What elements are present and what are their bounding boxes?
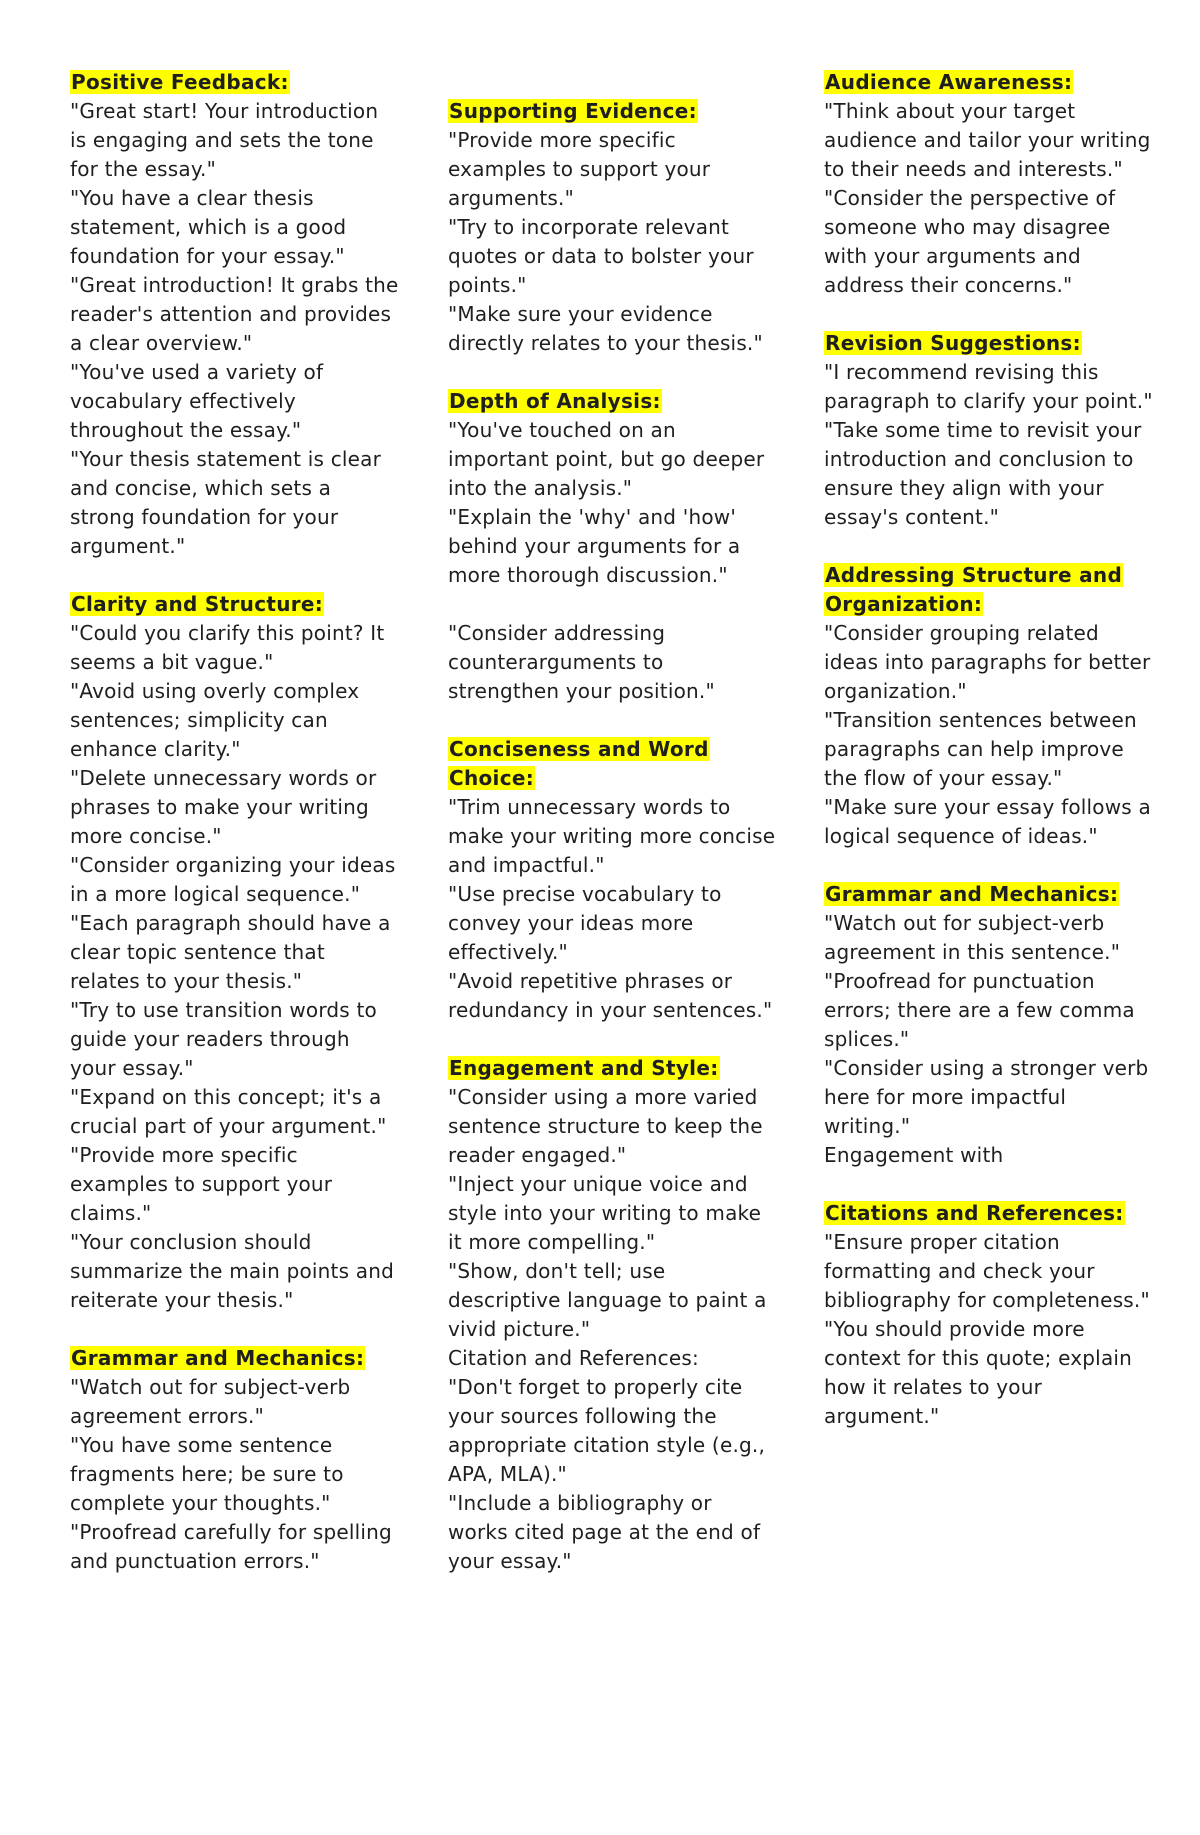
section-heading-text: Grammar and Mechanics: — [71, 1346, 365, 1370]
feedback-item: "Proofread for punctuation errors; there are a few comma splices." — [824, 969, 1135, 1051]
feedback-item: "You have a clear thesis statement, which is a good foundation for your essay." — [70, 186, 347, 268]
section-heading-text: Audience Awareness: — [825, 70, 1073, 94]
section-heading — [70, 590, 400, 619]
feedback-item: "Avoid using overly complex sentences; simplicity can enhance clarity." — [70, 679, 360, 761]
feedback-item: "Try to incorporate relevant quotes or data to bolster your points." — [448, 215, 754, 297]
feedback-item: "Consider using a stronger verb here for more impactful writing." — [824, 1056, 1149, 1138]
section-audience-awareness — [824, 68, 1154, 300]
section-heading — [448, 1054, 778, 1083]
feedback-item: "Think about your target audience and tailor your writing to their needs and interests." — [824, 99, 1151, 181]
feedback-item: "Make sure your essay follows a logical sequence of ideas." — [824, 795, 1151, 848]
feedback-item: "Each paragraph should have a clear topic sentence that relates to your thesis." — [70, 911, 391, 993]
feedback-item: "Your conclusion should summarize the main points and reiterate your thesis." — [70, 1230, 394, 1312]
section-heading — [824, 329, 1154, 358]
section-grammar-mechanics-2 — [824, 880, 1154, 1170]
section-structure-organization — [824, 561, 1154, 851]
feedback-item: "Could you clarify this point? It seems a bit vague." — [70, 621, 385, 674]
section-heading-text: Revision Suggestions: — [825, 331, 1081, 355]
feedback-item: "Great introduction! It grabs the reader's attention and provides a clear overview." — [70, 273, 399, 355]
section-heading-text: Clarity and Structure: — [71, 592, 324, 616]
section-heading-text: Depth of Analysis: — [449, 389, 661, 413]
feedback-item: "Provide more specific examples to support your arguments." — [448, 128, 711, 210]
section-grammar-mechanics — [70, 1344, 400, 1576]
section-depth-analysis — [448, 387, 778, 706]
feedback-item: "Expand on this concept; it's a crucial part of your argument." — [70, 1085, 387, 1138]
feedback-item: "Show, don't tell; use descriptive language to paint a vivid picture." — [448, 1259, 767, 1341]
feedback-item: Citation and References: — [448, 1346, 699, 1370]
feedback-item: "Your thesis statement is clear and concise, which sets a strong foundation for your argument." — [70, 447, 382, 558]
column-left — [70, 68, 400, 1605]
section-heading — [824, 880, 1154, 909]
feedback-item: "Transition sentences between paragraphs can help improve the flow of your essay." — [824, 708, 1137, 790]
section-conciseness-word-choice — [448, 735, 778, 1025]
column-right — [824, 68, 1154, 1460]
feedback-item: "Don't forget to properly cite your sources following the appropriate citation style (e.g., APA, MLA)." — [448, 1375, 766, 1486]
section-engagement-style — [448, 1054, 778, 1576]
feedback-item: "Take some time to revisit your introduction and conclusion to ensure they align with your essay's content." — [824, 418, 1142, 529]
feedback-item: "Delete unnecessary words or phrases to make your writing more concise." — [70, 766, 377, 848]
feedback-item: "Consider the perspective of someone who may disagree with your arguments and address their concerns." — [824, 186, 1116, 297]
feedback-item: "Proofread carefully for spelling and punctuation errors." — [70, 1520, 392, 1573]
section-supporting-evidence — [448, 97, 778, 358]
section-heading — [824, 561, 1154, 619]
feedback-item: "Watch out for subject-verb agreement errors." — [70, 1375, 351, 1428]
section-heading-text: Citations and References: — [825, 1201, 1124, 1225]
section-heading-text: Positive Feedback: — [71, 70, 289, 94]
feedback-item: "Consider addressing counterarguments to strengthen your position." — [448, 621, 715, 703]
feedback-item: "Make sure your evidence directly relates to your thesis." — [448, 302, 763, 355]
section-heading — [448, 97, 778, 126]
feedback-item: "Consider organizing your ideas in a more logical sequence." — [70, 853, 396, 906]
feedback-item: "You've used a variety of vocabulary effectively throughout the essay." — [70, 360, 324, 442]
feedback-item: "You should provide more context for this quote; explain how it relates to your argument." — [824, 1317, 1133, 1428]
section-heading-text: Engagement and Style: — [449, 1056, 719, 1080]
section-heading — [448, 735, 778, 793]
section-heading-text: Grammar and Mechanics: — [825, 882, 1119, 906]
section-heading — [70, 68, 400, 97]
feedback-item: "Ensure proper citation formatting and check your bibliography for completeness." — [824, 1230, 1150, 1312]
feedback-item: "Trim unnecessary words to make your writing more concise and impactful." — [448, 795, 776, 877]
section-citations-references — [824, 1199, 1154, 1431]
section-revision-suggestions — [824, 329, 1154, 532]
feedback-item: "Consider using a more varied sentence structure to keep the reader engaged." — [448, 1085, 763, 1167]
feedback-item: "Inject your unique voice and style into your writing to make it more compelling." — [448, 1172, 762, 1254]
feedback-item: "Try to use transition words to guide your readers through your essay." — [70, 998, 377, 1080]
column-middle — [448, 97, 778, 1605]
section-heading — [70, 1344, 400, 1373]
section-clarity-structure — [70, 590, 400, 1315]
blank-line — [448, 590, 778, 619]
feedback-item: "Explain the 'why' and 'how' behind your arguments for a more thorough discussion." — [448, 505, 741, 587]
feedback-item: "Include a bibliography or works cited page at the end of your essay." — [448, 1491, 761, 1573]
feedback-item: "Provide more specific examples to support your claims." — [70, 1143, 333, 1225]
section-heading-text: Supporting Evidence: — [449, 99, 697, 123]
section-heading — [448, 387, 778, 416]
feedback-item: "I recommend revising this paragraph to clarify your point." — [824, 360, 1153, 413]
feedback-item: "Consider grouping related ideas into paragraphs for better organization." — [824, 621, 1151, 703]
feedback-item: "Avoid repetitive phrases or redundancy in your sentences." — [448, 969, 773, 1022]
section-heading-text: Addressing Structure and Organization: — [825, 563, 1123, 616]
feedback-item: "Great start! Your introduction is engaging and sets the tone for the essay." — [70, 99, 379, 181]
section-heading — [824, 68, 1154, 97]
feedback-item: "Use precise vocabulary to convey your ideas more effectively." — [448, 882, 722, 964]
section-heading-text: Conciseness and Word Choice: — [449, 737, 709, 790]
section-positive-feedback — [70, 68, 400, 561]
feedback-item: "You've touched on an important point, but go deeper into the analysis." — [448, 418, 765, 500]
section-heading — [824, 1199, 1154, 1228]
feedback-item: "Watch out for subject-verb agreement in this sentence." — [824, 911, 1121, 964]
feedback-item: Engagement with — [824, 1143, 1004, 1167]
feedback-item: "You have some sentence fragments here; be sure to complete your thoughts." — [70, 1433, 344, 1515]
